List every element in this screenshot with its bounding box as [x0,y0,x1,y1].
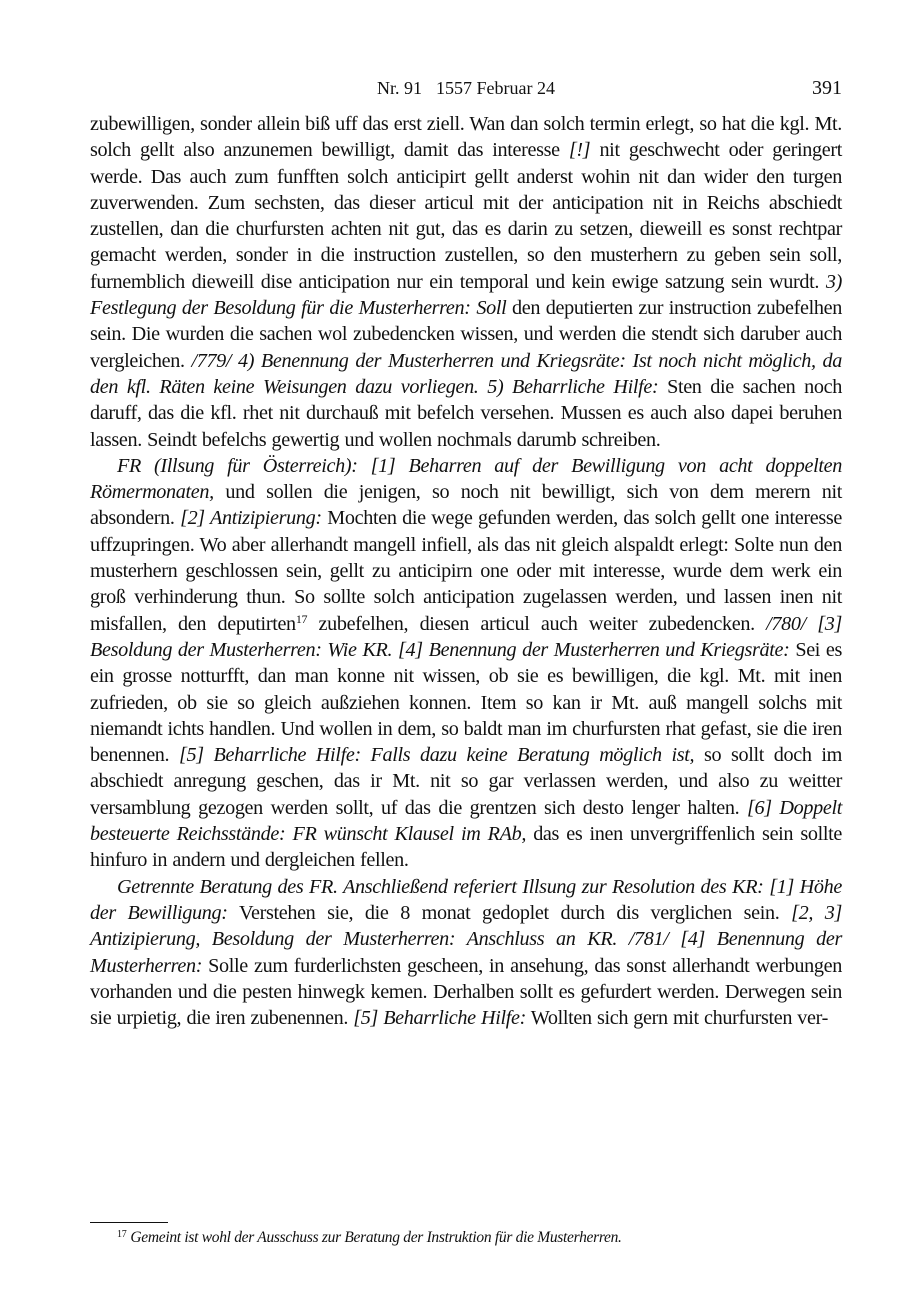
source-text: Wollten sich gern mit churfursten ver- [525,1007,828,1030]
source-text: zubefelhen, diesen articul auch weiter zubedencken. [307,612,767,635]
source-text: Sei es ein grosse notturfft, dan man konne nit wissen, ob sie es bewilligen, die kgl. Mt. mit inen zufrieden, ob sie so gleich außziehen konnen. Item so kan ir Mt. auß mangell solchs mit niemandt ichts handlen. Und wollen in dem, so baldt man im churfursten rhat gefast, sie die iren benennen. [90,638,842,767]
editorial-summary: 3) Festlegung der Besoldung für die Musterherren: Soll [90,270,842,320]
source-text: Verstehen sie, die 8 monat gedoplet durch dis verglichen sein. [227,901,792,924]
source-text: und sollen die jenigen, so noch nit bewilligt, sich von dem merern nit absondern. [90,481,842,530]
editorial-summary: [5] Beharrliche Hilfe: Falls dazu keine Beratung möglich ist, [179,744,695,767]
source-text: Mochten die wege gefunden werden, das solch gellt one interesse uffzupringen. Wo aber allerhandt mangell infiell, als das nit gleich alspaldt erlegt: Solte nun den musterhern geschlossen sein, gellt zu anticipirn one oder mit interesse, wurde dem werk ein groß verhinderung thun. So sollte solch anticipation zugelassen werden, und lassen inen nit misfallen, den deputirten [90,507,842,635]
editorial-summary: FR (Illsung für Österreich): [1] Beharren auf der Bewilligung von acht doppelten Römermonaten, [90,454,842,504]
page-number: 391 [812,77,842,99]
source-text: das es inen unvergriffenlich sein sollte hinfuro in andern und dergleichen fellen. [90,823,842,872]
footnote-number: 17 [117,1229,127,1240]
editorial-summary: [6] Doppelt besteuerte Reichsstände: FR wünscht Klausel im RAb, [90,796,842,846]
footnote [117,1228,842,1248]
paragraph [90,453,842,874]
editorial-summary: Getrennte Beratung des FR. Anschließend referiert Illsung zur Resolution des KR: [1] Höhe der Bewilligung: [90,875,842,924]
source-text: den deputierten zur instruction zubefelhen sein. Die wurden die sachen wol zubedencken wissen, und werden die stendt sich daruber auch vergleichen. [90,297,843,372]
editorial-summary: [2] Antizipierung: [180,507,322,530]
source-text: so sollt doch im abschiedt anregung geschen, das ir Mt. nit so gar verlassen werden, und also zu weitter versamblung gezogen werden sollt, uf das die grentzen sich desto lenger halten. [90,744,842,819]
footnote-text: Gemeint ist wohl der Ausschuss zur Beratung der Instruktion für die Musterherren. [130,1229,622,1246]
paragraph [90,874,842,1032]
footnote-reference[interactable]: 17 [295,611,308,626]
editorial-summary: [!] [568,139,591,162]
source-text: nit geschwecht oder geringert werde. Das auch zum funfften solch anticipirt gellt anderst wohin nit dan wider den turgen zuverwenden. Zum sechsten, das dieser articul mit der anticipation nit in Reichs abschiedt zustellen, dan die churfursten achten nit gut, das es darin zu setzen, dieweill es sonst rechtpar gemacht werden, sonder in die instruction zustellen, so den musterhern zu geben sein soll, furnemblich dieweill dise anticipation nur ein temporal und kein ewige satzung sein wurdt. [90,139,842,293]
editorial-summary: [2, 3] Antizipierung, Besoldung der Musterherren: Anschluss an KR. /781/ [4] Benennung der Musterherren: [90,901,843,977]
editorial-summary: /780/ [3] Besoldung der Musterherren: Wie KR. [4] Benennung der Musterherren und Kriegsräte: [90,612,842,661]
source-text: zubewilligen, sonder allein biß uff das erst ziell. Wan dan solch termin erlegt, so hat die kgl. Mt. solch gellt also anzunemen bewilligt, damit das interesse [90,113,842,162]
source-text: Sten die sachen noch daruff, das die kfl. rhet nit durchauß mit befelch versehen. Mussen es auch also dapei beruhen lassen. Seindt befelchs gewertig und wollen nochmals darumb schreiben. [90,375,842,451]
document-number: Nr. 91 [377,78,422,98]
source-text: Solle zum furderlichsten gescheen, in ansehung, das sonst allerhandt werbungen vorhanden und die pesten hinwegk kemen. Derhalben sollt es gefurdert werden. Derwegen sein sie urpietig, die iren zubenennen. [90,954,842,1030]
editorial-summary: [5] Beharrliche Hilfe: [353,1007,526,1030]
editorial-summary: /779/ 4) Benennung der Musterherren und Kriegsräte: Ist noch nicht möglich, da den kfl. Räten keine Weisungen dazu vorliegen. 5) Beharrliche Hilfe: [90,349,842,398]
document-date: 1557 Februar 24 [436,78,555,98]
running-head [90,78,842,104]
footnote-divider [90,1222,168,1223]
paragraph [90,111,842,453]
running-title [90,78,842,99]
main-text [90,111,842,1031]
